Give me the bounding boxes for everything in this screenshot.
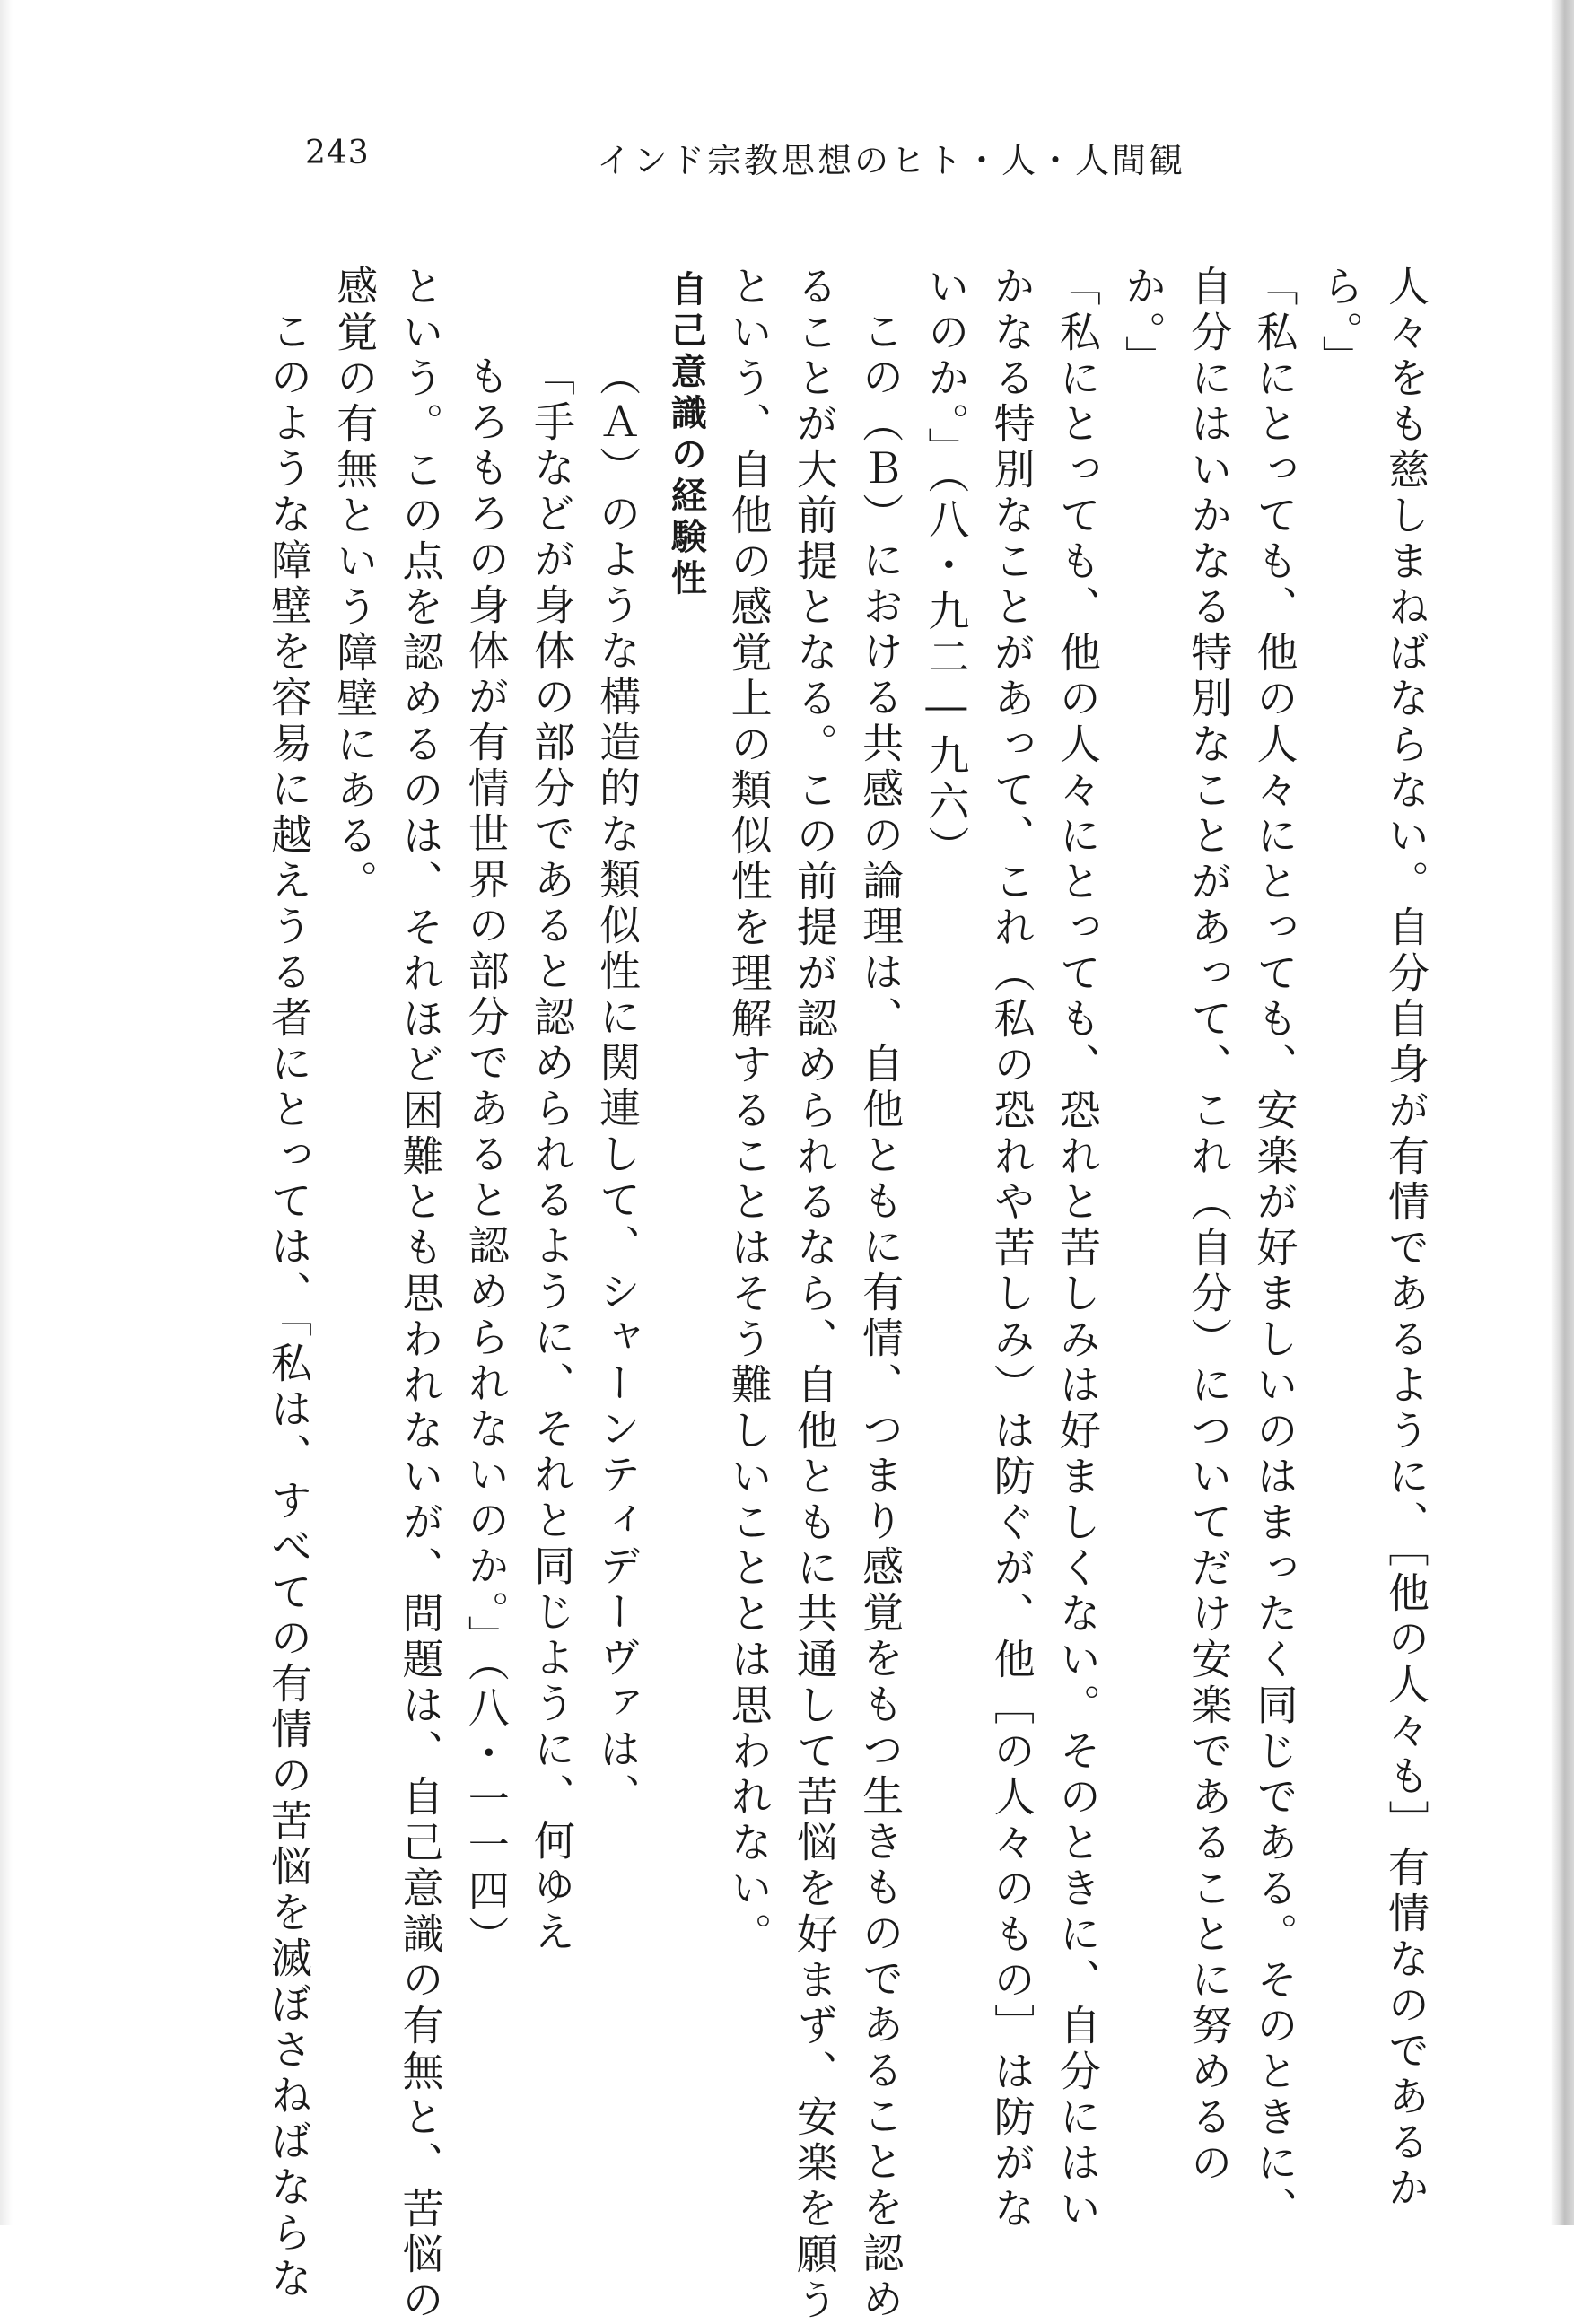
block-quote-column: もろもろの身体が有情世界の部分であると認められないのか。」（八・一一四） [461,354,511,1961]
section-heading: 自己意識の経験性 [665,270,707,600]
page-number: 243 [305,135,370,171]
text-column: という。この点を認めるのは、それほど困難とも思われないが、問題は、自己意識の有無と、苦悩の [396,265,445,2324]
text-column: 人々をも慈しまねばならない。自分自身が有情であるように、［他の人々も］有情なのであるか [1381,265,1430,2212]
text-column: いのか。」（八・九二―九六） [922,265,971,871]
text-column: 感覚の有無という障壁にある。 [330,265,380,905]
text-column: （Ａ）のような構造的な類似性に関連して、シャーンティデーヴァは、 [593,354,643,1819]
text-column: かなる特別なことがあって、これ（私の恐れや苦しみ）は防ぐが、他［の人々のもの］は防がな [987,265,1036,2232]
text-column: という、自他の感覚上の類似性を理解することはそう難しいこととは思われない。 [724,265,774,1958]
scan-edge-shadow-left [0,0,13,2225]
text-column: ることが大前提となる。この前提が認められるなら、自他ともに共通して苦悩を好まず、安楽を願う [790,265,839,2324]
text-column: このような障壁を容易に越えうる者にとっては、「私は、すべての有情の苦悩を滅ぼさねばならな [265,310,313,2302]
block-quote-column: 「手などが身体の部分であると認められるように、それと同じように、何ゆえ [527,354,576,1956]
text-column: 「私にとっても、他の人々にとっても、恐れと苦しみは好ましくない。そのときに、自分にはい [1053,265,1102,2232]
text-column: ら。」 [1316,265,1365,381]
text-column: 自分にはいかなる特別なことがあって、これ（自分）についてだけ安楽であることに努めるの [1185,265,1234,2187]
scan-edge-shadow-right [1551,0,1574,2225]
text-column: か。」 [1119,265,1168,381]
text-column: この（Ｂ）における共感の論理は、自他ともに有情、つまり感覚をもつ生きものであることを認め [856,310,905,2323]
text-column: 「私にとっても、他の人々にとっても、安楽が好ましいのはまったく同じである。そのときに、 [1250,265,1299,2232]
vertical-text-block [265,265,1430,2324]
running-head-title: インド宗教思想のヒト・人・人間観 [597,141,1186,180]
